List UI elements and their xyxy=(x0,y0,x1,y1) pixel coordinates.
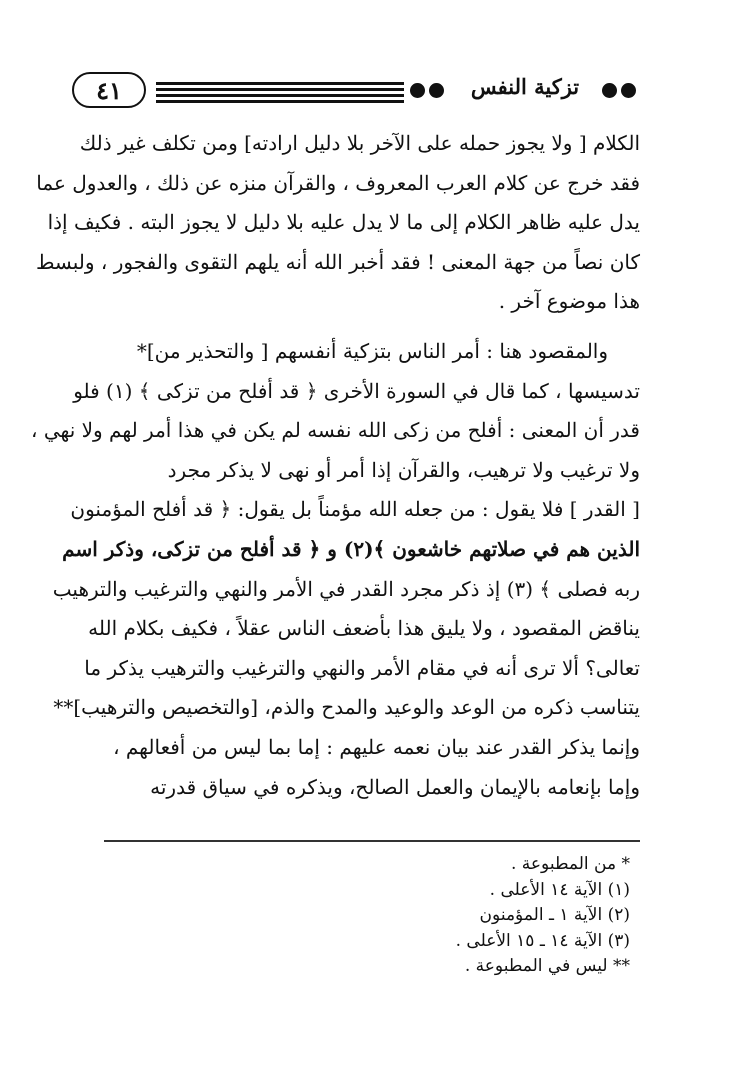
text-line: هذا موضوع آخر . xyxy=(498,289,640,314)
text-line: الكلام [ ولا يجوز حمله على الآخر بلا دليل ارادته] ومن تكلف غير ذلك xyxy=(79,131,640,155)
footnotes xyxy=(90,852,630,980)
text-line: يدل عليه ظاهر الكلام إلى ما لا يدل عليه بلا دليل لا يجوز البته . فكيف إذا xyxy=(47,210,640,235)
main-text xyxy=(31,124,640,807)
text-line: كان نصاً من جهة المعنى ! فقد أخبر الله أنه يلهم التقوى والفجور ، ولبسط xyxy=(35,249,640,274)
text-line: وإنما يذكر القدر عند بيان نعمه عليهم : إما بما ليس من أفعالهم ، xyxy=(113,734,640,759)
running-title: تزكية النفس xyxy=(470,74,580,99)
header-rule xyxy=(156,82,404,85)
footnote-separator xyxy=(104,840,640,842)
text-line: فقد خرج عن كلام العرب المعروف ، والقرآن منزه عن ذلك ، والعدول عما xyxy=(36,170,640,195)
page-number: ٤١ xyxy=(72,72,146,108)
footnote: ** ليس في المطبوعة . xyxy=(464,956,630,976)
footnote: (٣) الآية ١٤ ـ ١٥ الأعلى . xyxy=(455,930,630,951)
ornament-dots-icon xyxy=(602,78,636,104)
text-line: تدسيسها ، كما قال في السورة الأخرى ﴿ قد أفلح من تزكى ﴾ (١) فلو xyxy=(73,378,640,403)
text-line: ربه فصلى ﴾ (٣) إذ ذكر مجرد القدر في الأمر والنهي والترغيب والترهيب xyxy=(52,576,640,601)
text-line: تعالى؟ ألا ترى أنه في مقام الأمر والنهي والترغيب والترهيب يذكر ما xyxy=(84,655,640,680)
footnote: * من المطبوعة . xyxy=(510,854,630,874)
footnote: (٢) الآية ١ ـ المؤمنون xyxy=(479,905,630,925)
text-line: الذين هم في صلاتهم خاشعون ﴾(٢) و ﴿ قد أفلح من تزكى، وذكر اسم xyxy=(62,536,640,561)
header-rule xyxy=(156,100,404,103)
text-line: قدر أن المعنى : أفلح من زكى الله نفسه لم يكن في هذا أمر لهم ولا نهي ، xyxy=(31,418,640,443)
text-line: يتناسب ذكره من الوعد والوعيد والمدح والذم، [والتخصيص والترهيب]** xyxy=(53,695,640,720)
text-line: ولا ترغيب ولا ترهيب، والقرآن إذا أمر أو نهى لا يذكر مجرد xyxy=(167,457,640,482)
header-rule xyxy=(156,88,404,91)
header-rule xyxy=(156,94,404,97)
text-line: [ القدر ] فلا يقول : من جعله الله مؤمناً بل يقول: ﴿ قد أفلح المؤمنون xyxy=(70,497,640,522)
text-line: وإما بإنعامه بالإيمان والعمل الصالح، ويذكره في سياق قدرته xyxy=(150,774,640,799)
text-line: والمقصود هنا : أمر الناس بتزكية أنفسهم [ والتحذير من]* xyxy=(136,338,608,363)
text-line: يناقض المقصود ، ولا يليق هذا بأضعف الناس عقلاً ، فكيف بكلام الله xyxy=(88,616,640,641)
ornament-dots-icon xyxy=(410,78,444,104)
page-header xyxy=(72,68,640,114)
footnote: (١) الآية ١٤ الأعلى . xyxy=(489,879,630,900)
